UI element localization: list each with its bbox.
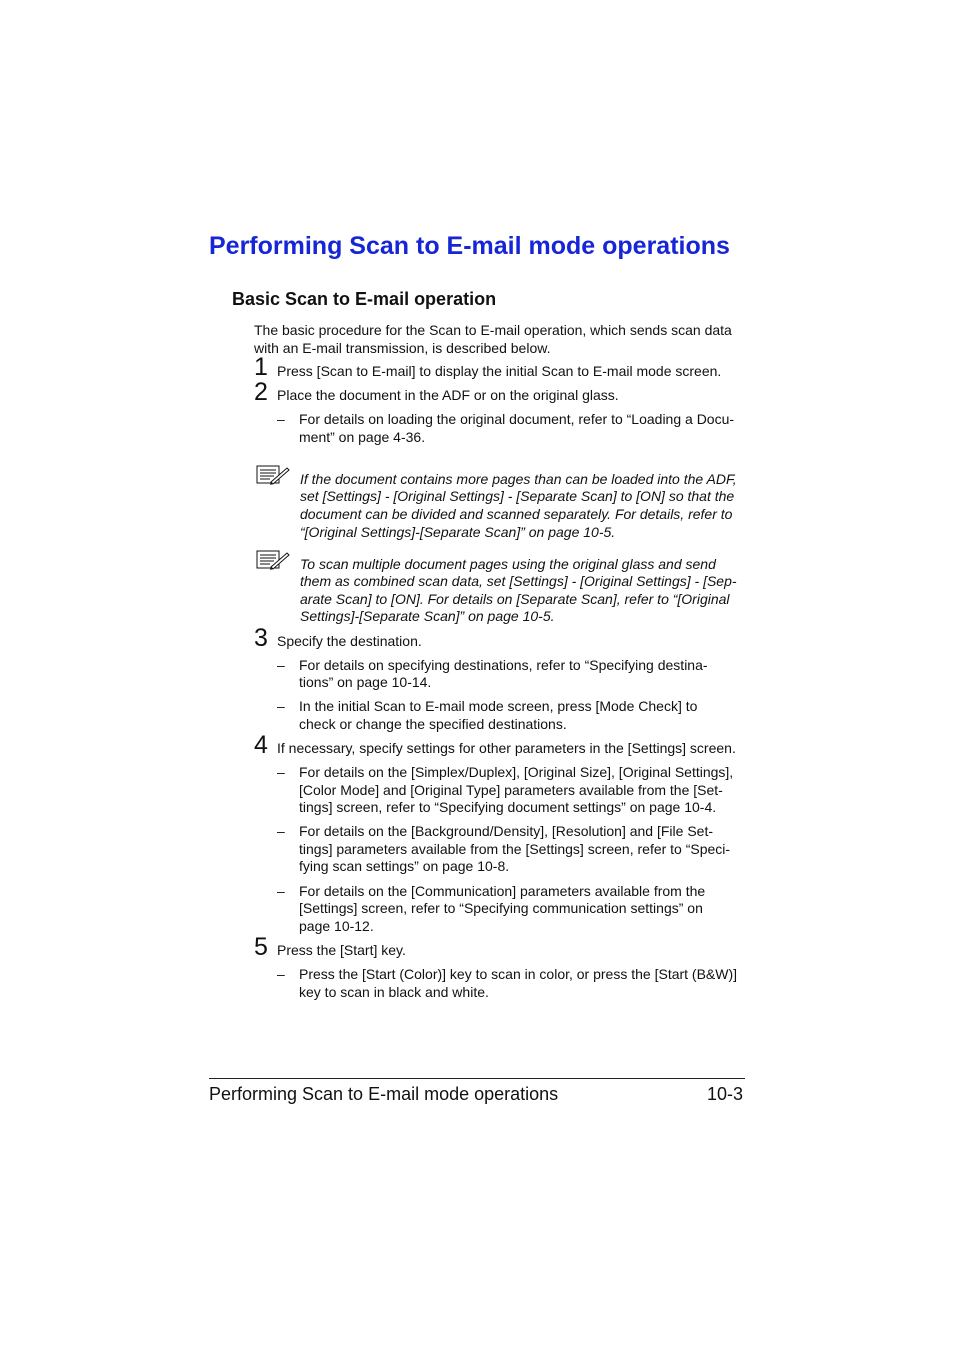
bullet-marker: – xyxy=(277,698,285,714)
bullet-line: Press the [Start (Color)] key to scan in color, or press the [Start (B&W)] xyxy=(299,966,738,982)
note-line: arate Scan] to [ON]. For details on [Separate Scan], refer to “[Original xyxy=(300,591,730,607)
footer-title: Performing Scan to E-mail mode operations xyxy=(209,1084,559,1104)
bullet-line: [Color Mode] and [Original Type] parameters available from the [Set- xyxy=(299,782,723,798)
bullet-marker: – xyxy=(277,657,285,673)
bullet-line: For details on specifying destinations, refer to “Specifying destina- xyxy=(299,657,708,673)
step-number: 1 xyxy=(254,353,268,381)
intro-line: The basic procedure for the Scan to E-mail operation, which sends scan data xyxy=(254,322,732,338)
bullet-line: For details on the [Simplex/Duplex], [Original Size], [Original Settings], xyxy=(299,764,734,780)
note-line: document can be divided and scanned separately. For details, refer to xyxy=(300,506,733,522)
section-title: Basic Scan to E-mail operation xyxy=(232,289,497,309)
note-line: “[Original Settings]-[Separate Scan]” on page 10-5. xyxy=(300,524,616,540)
step-text: Press the [Start] key. xyxy=(277,942,406,958)
bullet-marker: – xyxy=(277,823,285,839)
note-pencil-icon xyxy=(256,549,290,571)
note-pencil-icon xyxy=(256,464,290,486)
step-number: 5 xyxy=(254,933,268,961)
bullet-line: fying scan settings” on page 10-8. xyxy=(299,858,510,874)
step-text: Place the document in the ADF or on the original glass. xyxy=(277,387,619,403)
bullet-line: page 10-12. xyxy=(299,918,374,934)
note-line: set [Settings] - [Original Settings] - [Separate Scan] to [ON] so that the xyxy=(300,488,735,504)
bullet-line: For details on the [Background/Density], [Resolution] and [File Set- xyxy=(299,823,713,839)
step-text: Press [Scan to E-mail] to display the initial Scan to E-mail mode screen. xyxy=(277,363,722,379)
bullet-line: check or change the specified destinations. xyxy=(299,716,567,732)
page-title: Performing Scan to E-mail mode operations xyxy=(209,232,730,260)
footer-rule xyxy=(209,1078,745,1079)
step-number: 2 xyxy=(254,378,268,406)
note-line: Settings]-[Separate Scan]” on page 10-5. xyxy=(300,608,555,624)
bullet-marker: – xyxy=(277,764,285,780)
bullet-line: For details on the [Communication] parameters available from the xyxy=(299,883,706,899)
bullet-line: tings] parameters available from the [Settings] screen, refer to “Speci- xyxy=(299,841,731,857)
bullet-line: [Settings] screen, refer to “Specifying communication settings” on xyxy=(299,900,703,916)
note-line: If the document contains more pages than can be loaded into the ADF, xyxy=(300,471,737,487)
bullet-line: For details on loading the original document, refer to “Loading a Docu- xyxy=(299,411,735,427)
step-text: Specify the destination. xyxy=(277,633,422,649)
page-number: 10-3 xyxy=(707,1084,744,1104)
note-line: them as combined scan data, set [Settings] - [Original Settings] - [Sep- xyxy=(300,573,737,589)
bullet-line: In the initial Scan to E-mail mode screen, press [Mode Check] to xyxy=(299,698,698,714)
note-line: To scan multiple document pages using the original glass and send xyxy=(300,556,716,572)
intro-line: with an E-mail transmission, is described below. xyxy=(254,340,551,356)
step-text: If necessary, specify settings for other parameters in the [Settings] screen. xyxy=(277,740,736,756)
bullet-marker: – xyxy=(277,883,285,899)
bullet-line: tions” on page 10-14. xyxy=(299,674,432,690)
step-number: 4 xyxy=(254,731,268,759)
bullet-marker: – xyxy=(277,411,285,427)
step-number: 3 xyxy=(254,624,268,652)
bullet-line: tings] screen, refer to “Specifying document settings” on page 10-4. xyxy=(299,799,717,815)
bullet-marker: – xyxy=(277,966,285,982)
bullet-line: ment” on page 4-36. xyxy=(299,429,426,445)
bullet-line: key to scan in black and white. xyxy=(299,984,489,1000)
